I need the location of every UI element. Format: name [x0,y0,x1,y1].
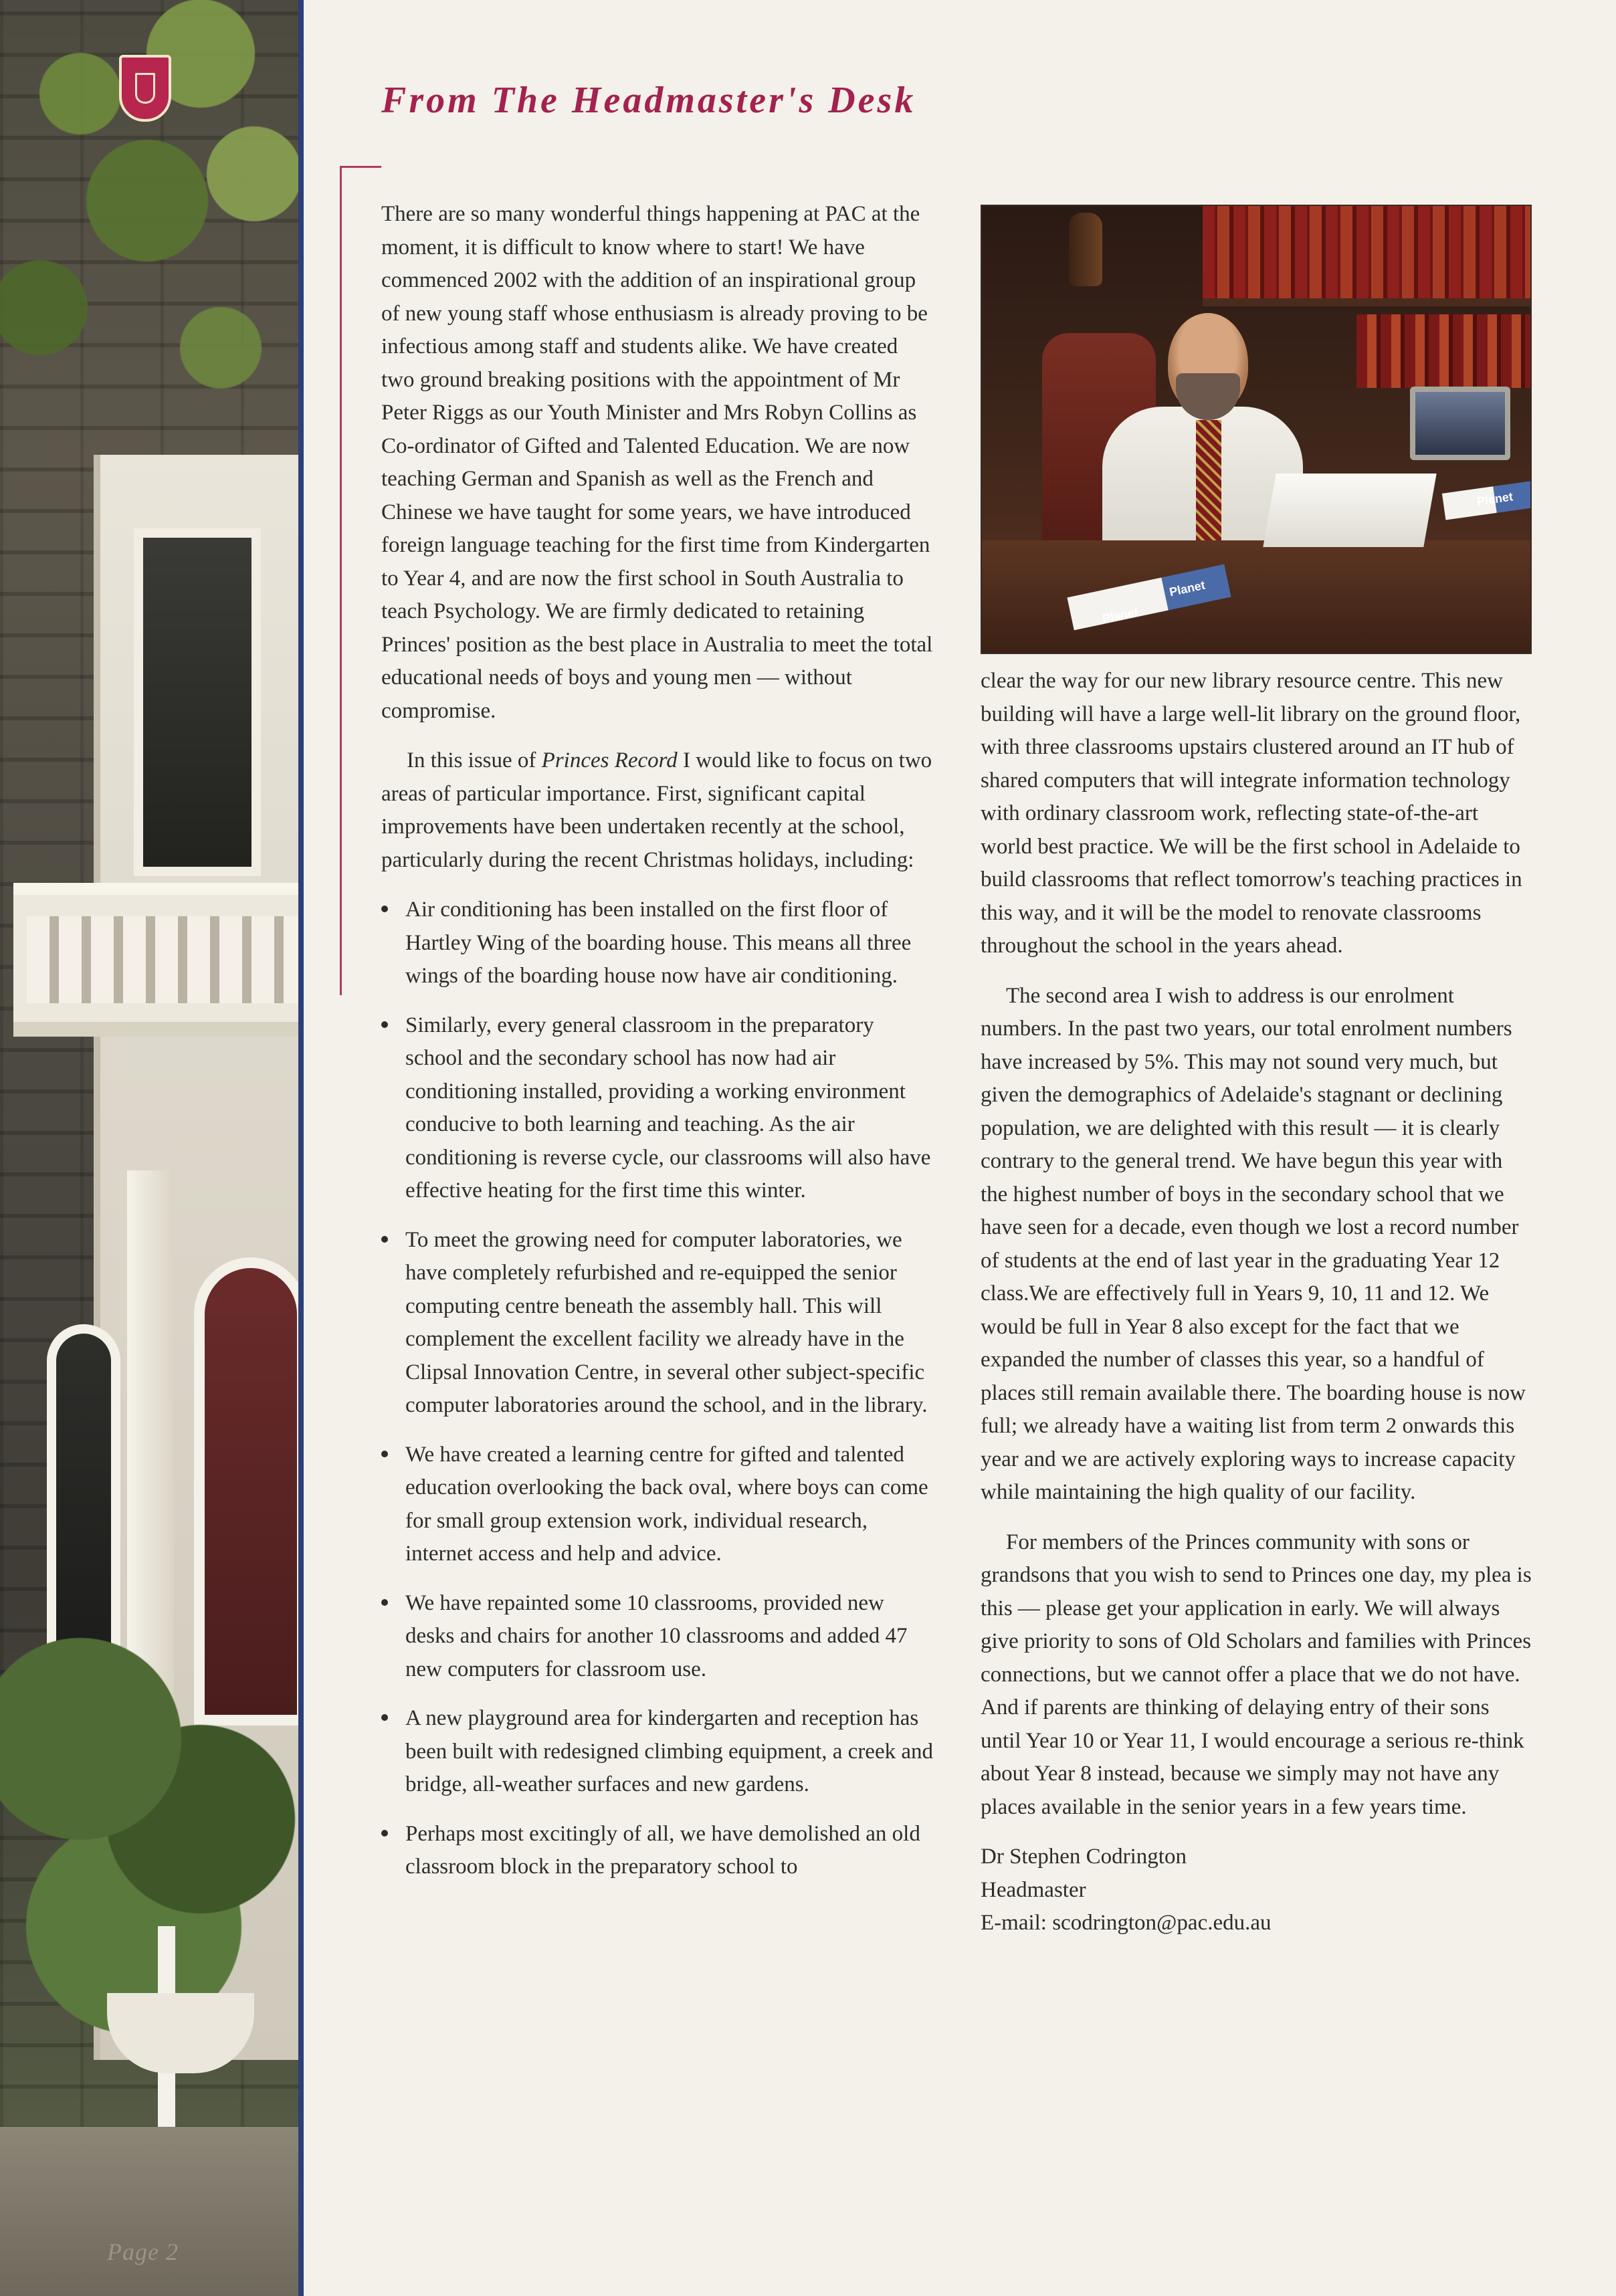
bullet-icon [381,906,388,912]
book-title-label: Planet [1101,605,1140,626]
list-item [381,1009,936,1208]
page-number: Page 2 [107,2238,179,2265]
upper-window [134,528,261,876]
right-text-column [981,665,1533,1940]
list-item [381,1818,936,1884]
headmaster-tie [1196,420,1221,554]
list-item [381,894,936,993]
bullet-icon [381,1599,388,1606]
book-title-label: Planet [1476,490,1514,508]
bookshelf-lower [1356,314,1532,388]
list-item [381,1702,936,1802]
balcony-balusters [27,916,302,1003]
bullet-icon [381,1830,388,1837]
signatory-name: Dr Stephen Codrington [981,1845,1187,1869]
left-text-column [381,198,936,1900]
list-item [381,1587,936,1687]
bullet-icon [381,1236,388,1243]
signature-block [981,1841,1533,1940]
accent-bracket-side [340,166,342,995]
bullet-icon [381,1451,388,1457]
list-item-text: Perhaps most excitingly of all, we have demolished an old classroom block in the preparatory school to [405,1821,920,1879]
continuation-paragraph: clear the way for our new library resource centre. This new building will have a large well-lit library on the ground floor, with three classrooms upstairs clustered around an IT hub of shared computers that will integrate information technology with ordinary classroom work, reflecting state-of-the-art world best practice. We will be the first school in Adelaide to build classrooms that reflect tomorrow's teaching practices in this way, and it will be the model to renovate classrooms throughout the school in the years ahead. [981,669,1522,958]
list-item-text: To meet the growing need for computer laboratories, we have completely refurbished and re-equipped the senior computing centre beneath the assembly hall. This will complement the excellent facility we already have in the Clipsal Innovation Centre, in several other subject-specific computer laboratories around the school, and in the library. [405,1227,928,1417]
list-item-text: Air conditioning has been installed on the first floor of Hartley Wing of the boarding house. This means all three wings of the boarding house now have air conditioning. [405,898,912,988]
building-photo-strip [0,0,302,2296]
bullet-icon [381,1714,388,1721]
list-item [381,1439,936,1571]
bookshelf [1203,206,1532,306]
signatory-email: E-mail: scodrington@pac.edu.au [981,1911,1272,1935]
school-crest-icon [119,55,171,122]
enrolment-paragraph: The second area I wish to address is our enrolment numbers. In the past two years, our total enrolment numbers have increased by 5%. This may not sound very much, but given the demographics of Adelaide's stagnant or declining population, we are delighted with this result — it is clearly contrary to the general trend. We have begun this year with the highest number of boys in the secondary school that we have seen for a decade, even though we lost a record number of students at the end of last year in the graduating Year 12 class.We are effectively full in Years 9, 10, 11 and 12. We would be full in Year 8 also except for the fact that we expanded the number of classes this year, so a handful of places still remain available there. The boarding house is now full; we already have a waiting list from term 2 onwards this year and we are actively exploring ways to increase capacity while maintaining the high quality of our facility. [981,983,1526,1504]
improvements-list [381,894,936,1884]
intro-paragraph: There are so many wonderful things happening at PAC at the moment, it is difficult to know where to start! We have commenced 2002 with the addition of an inspirational group of new young staff whose enthusiasm is already proving to be infectious among staff and students alike. We have created two ground breaking positions with the appointment of Mr Peter Riggs as our Youth Minister and Mrs Robyn Collins as Co-ordinator of Gifted and Talented Education. We are now teaching German and Spanish as well as the French and Chinese we have taught for some years, we have introduced foreign language teaching for the first time from Kindergarten to Year 4, and are now the first school in South Australia to teach Psychology. We are firmly dedicated to retaining Princes' position as the best place in Australia to meet the total educational needs of boys and young men — without compromise. [381,202,933,723]
signatory-role: Headmaster [981,1877,1086,1902]
list-item-text: We have created a learning centre for gifted and talented education overlooking the back oval, where boys can come for small group extension work, individual research, internet access and help and advice. [405,1442,928,1566]
focus-text-before: In this issue of [407,748,542,772]
desk [982,540,1532,654]
focus-paragraph [381,744,936,877]
bullet-icon [381,1021,388,1028]
plea-paragraph: For members of the Princes community with sons or grandsons that you wish to send to Princes one day, my plea is this — please get your application in early. We will always give priority to sons of Old Scholars and families with Princes connections, but we cannot offer a place that we do not have. And if parents are thinking of delaying entry of their sons until Year 10 or Year 11, I would encourage a serious re-think about Year 8 instead, because we simply may not have any places available in the senior years in a few years time. [981,1530,1532,1819]
publication-title: Princes Record [541,748,678,772]
page-title: From The Headmaster's Desk [381,80,916,121]
book-title-label: Planet [1168,578,1207,599]
laptop-computer [1410,387,1510,460]
open-book [1263,474,1436,547]
blue-divider-rule [298,0,304,2296]
list-item-text: A new playground area for kindergarten and reception has been built with redesigned climbing equipment, a creek and bridge, all-weather surfaces and new gardens. [405,1706,934,1796]
crest-shield-icon [135,73,155,104]
focus-text-after: I would like to focus on two areas of particular importance. First, significant capital improvements have been undertaken recently at the school, particularly during the recent Christmas holidays, including: [381,748,932,872]
list-item-text: Similarly, every general classroom in the preparatory school and the secondary school has now had air conditioning installed, providing a working environment conducive to both learning and teaching. As the air conditioning is reverse cycle, our classrooms will also have effective heating for the first time this winter. [405,1013,931,1203]
list-item-text: We have repainted some 10 classrooms, provided new desks and chairs for another 10 classrooms and added 47 new computers for classroom use. [405,1590,908,1681]
accent-bracket-top [340,166,381,168]
list-item [381,1224,936,1423]
ground [0,2127,302,2296]
vase [1069,213,1102,286]
headmaster-photo [981,205,1532,654]
